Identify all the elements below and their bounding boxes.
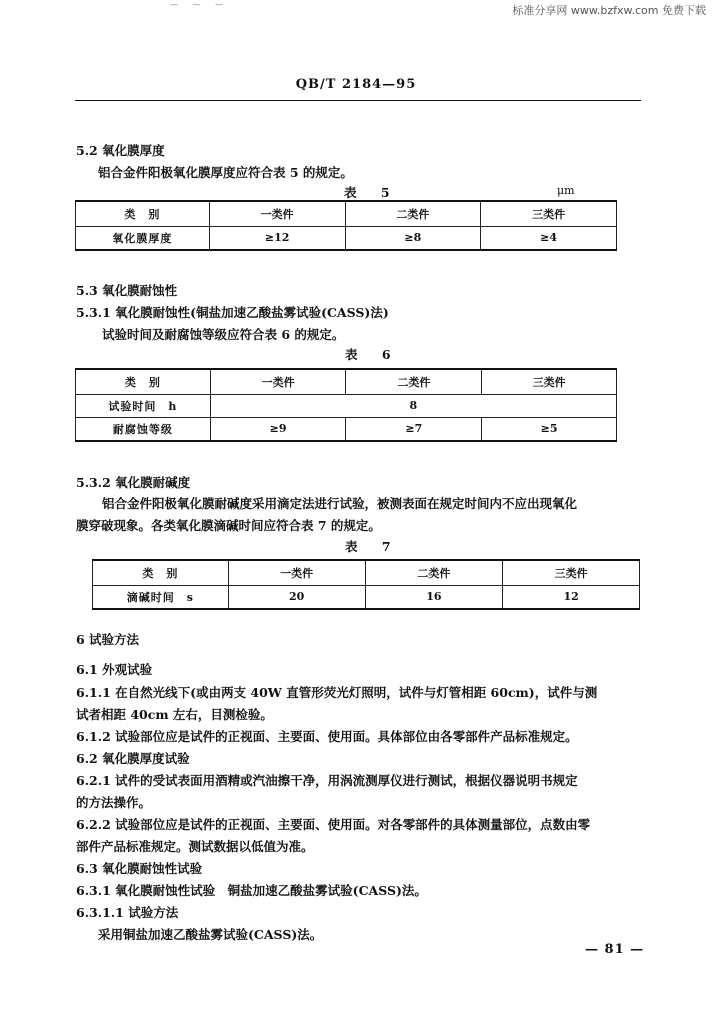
- table-6-header-category: 类 别: [76, 369, 211, 394]
- table-6-cell: ≥7: [346, 417, 482, 441]
- table-5-caption: 表 5: [344, 185, 400, 200]
- page-number: — 81 —: [585, 942, 645, 957]
- table-5: [75, 200, 617, 251]
- table-7: [92, 559, 640, 610]
- table-7-header-class1: 一类件: [228, 560, 365, 585]
- table-5-header-class2: 二类件: [345, 201, 481, 226]
- table-6-header-class1: 一类件: [210, 369, 346, 394]
- section-6-3-1-1-title: 6.3.1.1 试验方法: [76, 905, 179, 920]
- table-7-header-class3: 三类件: [503, 560, 640, 585]
- section-5-3-2-title: 5.3.2 氧化膜耐碱度: [76, 475, 191, 490]
- table-7-cell: 20: [228, 585, 365, 609]
- table-6-row-grade-label: 耐腐蚀等级: [76, 417, 211, 441]
- section-5-3-2-line2: 膜穿破现象。各类氧化膜滴碱时间应符合表 7 的规定。: [76, 518, 381, 533]
- section-5-3-1-title: 5.3.1 氧化膜耐蚀性(铜盐加速乙酸盐雾试验(CASS)法): [76, 305, 389, 320]
- section-6-1-1-line2: 试者相距 40cm 左右，目测检验。: [76, 707, 273, 722]
- table-5-header-class1: 一类件: [209, 201, 345, 226]
- section-6-2-1-line1: 6.2.1 试件的受试表面用酒精或汽油擦干净，用涡流测厚仪进行测试，根据仪器说明书规定: [76, 773, 578, 788]
- table-7-row-label: 滴碱时间 s: [93, 585, 229, 609]
- table-5-row-label: 氧化膜厚度: [76, 226, 210, 250]
- table-5-cell: ≥12: [209, 226, 345, 250]
- section-5-3-title: 5.3 氧化膜耐蚀性: [76, 283, 178, 298]
- table-6-header-class2: 二类件: [346, 369, 482, 394]
- table-5-header-category: 类 别: [76, 201, 210, 226]
- table-6-cell: ≥9: [210, 417, 346, 441]
- table-5-cell: ≥8: [345, 226, 481, 250]
- table-7-caption: 表 7: [345, 539, 401, 554]
- section-6-title: 6 试验方法: [76, 632, 140, 647]
- section-6-3-title: 6.3 氧化膜耐蚀性试验: [76, 861, 203, 876]
- table-5-unit: μm: [557, 184, 575, 197]
- section-5-2-body: 铝合金件阳极氧化膜厚度应符合表 5 的规定。: [98, 165, 353, 180]
- section-6-3-1-1-body: 采用铜盐加速乙酸盐雾试验(CASS)法。: [98, 927, 323, 942]
- table-6-caption: 表 6: [345, 347, 401, 362]
- standard-header: QB/T 2184—95: [295, 77, 417, 92]
- header-rule: [75, 100, 641, 101]
- table-6-header-class3: 三类件: [482, 369, 617, 394]
- table-7-cell: 12: [503, 585, 640, 609]
- section-6-1-2-line1: 6.1.2 试验部位应是试件的正视面、主要面、使用面。具体部位由各零部件产品标准规定。: [76, 729, 578, 744]
- section-6-1-title: 6.1 外观试验: [76, 662, 153, 677]
- section-6-1-1-line1: 6.1.1 在自然光线下(或由两支 40W 直管形荧光灯照明，试件与灯管相距 60cm)，试件与测: [76, 685, 598, 700]
- section-6-2-1-line2: 的方法操作。: [76, 795, 152, 810]
- section-5-2-title: 5.2 氧化膜厚度: [76, 143, 165, 158]
- table-7-header-class2: 二类件: [365, 560, 503, 585]
- table-6-test-time-value: 8: [210, 394, 616, 417]
- table-6-cell: ≥5: [482, 417, 617, 441]
- scan-mark: — — —: [170, 0, 230, 9]
- section-6-2-2-line2: 部件产品标准规定。测试数据以低值为准。: [76, 839, 314, 854]
- section-6-3-1-line1: 6.3.1 氧化膜耐蚀性试验 铜盐加速乙酸盐雾试验(CASS)法。: [76, 883, 427, 898]
- table-7-cell: 16: [365, 585, 503, 609]
- section-5-3-1-body: 试验时间及耐腐蚀等级应符合表 6 的规定。: [102, 327, 345, 342]
- section-5-3-2-line1: 铝合金件阳极氧化膜耐碱度采用滴定法进行试验，被测表面在规定时间内不应出现氧化: [102, 496, 578, 511]
- table-7-header-category: 类 别: [93, 560, 229, 585]
- table-5-cell: ≥4: [481, 226, 617, 250]
- watermark-text: 标准分享网 www.bzfxw.com 免费下载: [512, 4, 706, 17]
- table-6-row-test-time-label: 试验时间 h: [76, 394, 211, 417]
- section-6-2-title: 6.2 氧化膜厚度试验: [76, 751, 190, 766]
- table-5-header-class3: 三类件: [481, 201, 617, 226]
- table-6: [75, 368, 617, 442]
- section-6-2-2-line1: 6.2.2 试验部位应是试件的正视面、主要面、使用面。对各零部件的具体测量部位，点数由零: [76, 817, 591, 832]
